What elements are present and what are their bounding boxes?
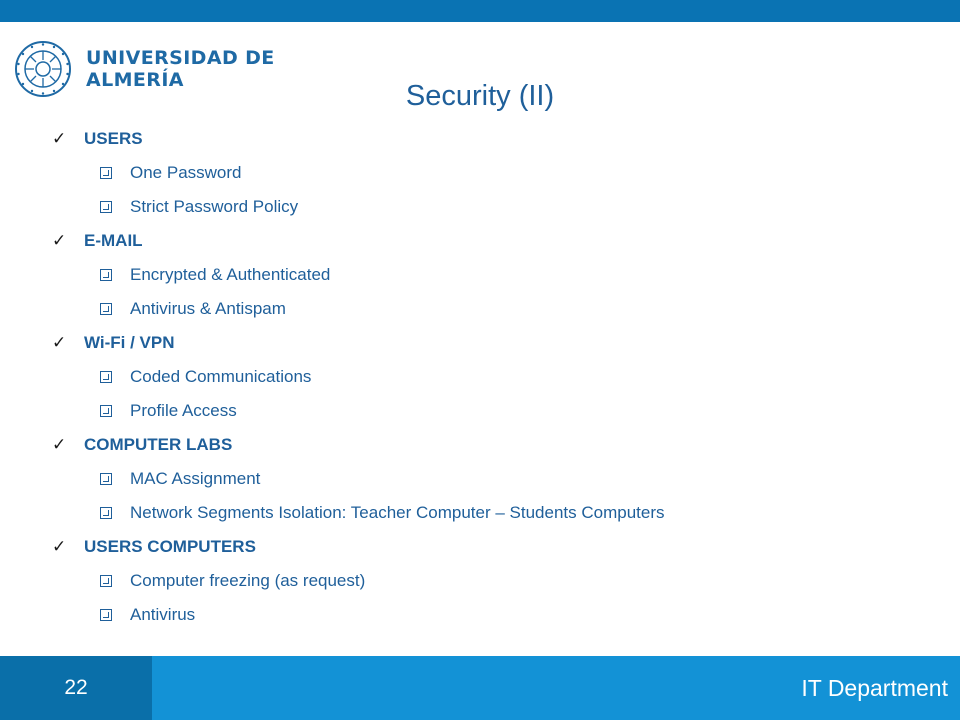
page-number: 22: [0, 656, 152, 720]
section-label: Wi-Fi / VPN: [84, 333, 175, 352]
section-users-computers: [52, 530, 932, 564]
check-icon: ✓: [52, 129, 67, 149]
checkbox-icon: [100, 303, 112, 315]
item-label: One Password: [130, 163, 242, 182]
section-email: [52, 224, 932, 258]
department-label: IT Department: [801, 674, 948, 701]
section-label: USERS: [84, 129, 143, 148]
check-icon: ✓: [52, 231, 67, 251]
section-label: E-MAIL: [84, 231, 143, 250]
checkbox-icon: [100, 371, 112, 383]
list-item: [52, 360, 932, 394]
list-item: [52, 394, 932, 428]
checkbox-icon: [100, 201, 112, 213]
checkbox-icon: [100, 269, 112, 281]
item-label: Antivirus & Antispam: [130, 299, 286, 318]
section-label: USERS COMPUTERS: [84, 537, 256, 556]
checkbox-icon: [100, 507, 112, 519]
item-label: Strict Password Policy: [130, 197, 299, 216]
list-item: [52, 292, 932, 326]
section-users: [52, 122, 932, 156]
checkbox-icon: [100, 167, 112, 179]
check-icon: ✓: [52, 435, 67, 455]
item-label: Antivirus: [130, 605, 196, 624]
item-label: Computer freezing (as request): [130, 571, 366, 590]
section-label: COMPUTER LABS: [84, 435, 233, 454]
bullet-list: [52, 122, 932, 632]
list-item: [52, 190, 932, 224]
list-item: [52, 496, 932, 530]
top-bar: [0, 0, 960, 22]
list-item: [52, 598, 932, 632]
list-item: [52, 564, 932, 598]
list-item: [52, 156, 932, 190]
section-wifi-vpn: [52, 326, 932, 360]
check-icon: ✓: [52, 333, 67, 353]
slide-title: Security (II): [405, 80, 555, 112]
list-item: [52, 258, 932, 292]
list-item: [52, 462, 932, 496]
checkbox-icon: [100, 473, 112, 485]
item-label: Profile Access: [130, 401, 237, 420]
item-label: MAC Assignment: [130, 469, 261, 488]
checkbox-icon: [100, 609, 112, 621]
item-label: Encrypted & Authenticated: [130, 265, 331, 284]
university-name: UNIVERSIDAD DE ALMERÍA: [86, 47, 275, 91]
item-label: Coded Communications: [130, 367, 312, 386]
checkbox-icon: [100, 575, 112, 587]
checkbox-icon: [100, 405, 112, 417]
check-icon: ✓: [52, 537, 67, 557]
item-label: Network Segments Isolation: Teacher Computer – Students Computers: [130, 503, 665, 522]
section-computer-labs: [52, 428, 932, 462]
